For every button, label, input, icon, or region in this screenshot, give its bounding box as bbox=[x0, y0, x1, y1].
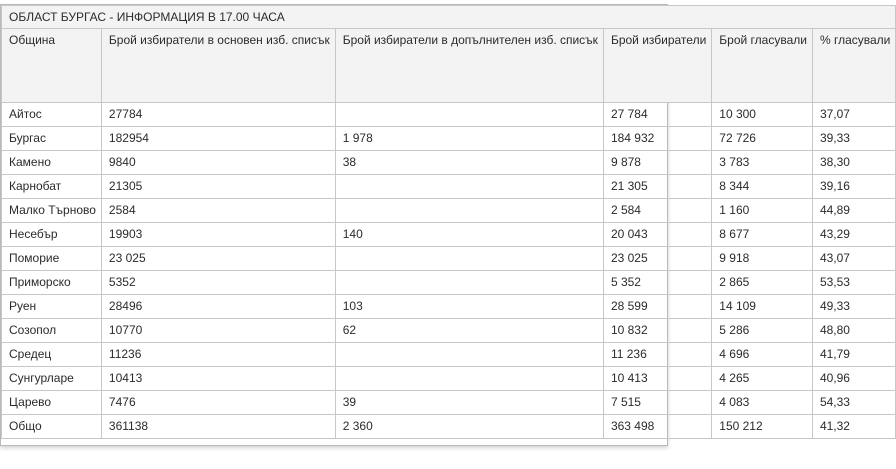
cell-voted: 8 677 bbox=[712, 223, 813, 247]
cell-municipality: Поморие bbox=[2, 247, 102, 271]
table-row bbox=[2, 343, 896, 367]
cell-main-list-voters: 19903 bbox=[101, 223, 335, 247]
cell-voted: 1 160 bbox=[712, 199, 813, 223]
cell-percent-voted: 41,32 bbox=[812, 415, 895, 439]
cell-main-list-voters: 10770 bbox=[101, 319, 335, 343]
cell-percent-voted: 37,07 bbox=[812, 103, 895, 127]
cell-main-list-voters: 182954 bbox=[101, 127, 335, 151]
cell-main-list-voters: 9840 bbox=[101, 151, 335, 175]
cell-municipality: Камено bbox=[2, 151, 102, 175]
cell-voted: 72 726 bbox=[712, 127, 813, 151]
table-row bbox=[2, 223, 896, 247]
cell-percent-voted: 39,33 bbox=[812, 127, 895, 151]
table-row bbox=[2, 271, 896, 295]
results-table bbox=[1, 5, 896, 439]
cell-municipality: Средец bbox=[2, 343, 102, 367]
header-main-list-voters: Брой избиратели в основен изб. списък bbox=[101, 29, 335, 103]
cell-municipality: Сунгурларе bbox=[2, 367, 102, 391]
cell-percent-voted: 40,96 bbox=[812, 367, 895, 391]
cell-municipality: Карнобат bbox=[2, 175, 102, 199]
cell-total-voters: 2 584 bbox=[603, 199, 711, 223]
results-table-panel bbox=[0, 4, 891, 446]
cell-main-list-voters: 28496 bbox=[101, 295, 335, 319]
cell-percent-voted: 48,80 bbox=[812, 319, 895, 343]
cell-voted: 3 783 bbox=[712, 151, 813, 175]
cell-main-list-voters: 361138 bbox=[101, 415, 335, 439]
cell-percent-voted: 43,07 bbox=[812, 247, 895, 271]
table-row bbox=[2, 127, 896, 151]
cell-additional-list-voters: 103 bbox=[335, 295, 603, 319]
cell-municipality: Созопол bbox=[2, 319, 102, 343]
cell-percent-voted: 44,89 bbox=[812, 199, 895, 223]
cell-main-list-voters: 2584 bbox=[101, 199, 335, 223]
cell-voted: 9 918 bbox=[712, 247, 813, 271]
cell-additional-list-voters: 2 360 bbox=[335, 415, 603, 439]
header-percent-voted: % гласували bbox=[812, 29, 895, 103]
cell-main-list-voters: 27784 bbox=[101, 103, 335, 127]
cell-percent-voted: 39,16 bbox=[812, 175, 895, 199]
cell-voted: 10 300 bbox=[712, 103, 813, 127]
cell-total-voters: 20 043 bbox=[603, 223, 711, 247]
cell-percent-voted: 43,29 bbox=[812, 223, 895, 247]
cell-municipality: Руен bbox=[2, 295, 102, 319]
cell-additional-list-voters: 62 bbox=[335, 319, 603, 343]
cell-total-voters: 10 832 bbox=[603, 319, 711, 343]
cell-municipality: Царево bbox=[2, 391, 102, 415]
cell-voted: 4 696 bbox=[712, 343, 813, 367]
cell-main-list-voters: 5352 bbox=[101, 271, 335, 295]
cell-voted: 150 212 bbox=[712, 415, 813, 439]
table-row bbox=[2, 391, 896, 415]
cell-municipality: Приморско bbox=[2, 271, 102, 295]
cell-percent-voted: 49,33 bbox=[812, 295, 895, 319]
cell-total-voters: 9 878 bbox=[603, 151, 711, 175]
cell-total-voters: 10 413 bbox=[603, 367, 711, 391]
cell-main-list-voters: 23 025 bbox=[101, 247, 335, 271]
table-caption-row bbox=[2, 6, 896, 29]
cell-percent-voted: 41,79 bbox=[812, 343, 895, 367]
cell-main-list-voters: 10413 bbox=[101, 367, 335, 391]
cell-additional-list-voters: 1 978 bbox=[335, 127, 603, 151]
table-row bbox=[2, 367, 896, 391]
table-row bbox=[2, 199, 896, 223]
header-total-voters: Брой избиратели bbox=[603, 29, 711, 103]
cell-total-voters: 7 515 bbox=[603, 391, 711, 415]
table-caption: ОБЛАСТ БУРГАС - ИНФОРМАЦИЯ В 17.00 ЧАСА bbox=[2, 6, 896, 29]
cell-voted: 4 265 bbox=[712, 367, 813, 391]
table-header-row bbox=[2, 29, 896, 103]
cell-voted: 14 109 bbox=[712, 295, 813, 319]
table-row bbox=[2, 151, 896, 175]
cell-additional-list-voters: 140 bbox=[335, 223, 603, 247]
cell-municipality: Айтос bbox=[2, 103, 102, 127]
cell-voted: 2 865 bbox=[712, 271, 813, 295]
cell-additional-list-voters: 39 bbox=[335, 391, 603, 415]
cell-voted: 5 286 bbox=[712, 319, 813, 343]
cell-municipality: Бургас bbox=[2, 127, 102, 151]
cell-additional-list-voters bbox=[335, 247, 603, 271]
cell-additional-list-voters bbox=[335, 103, 603, 127]
cell-additional-list-voters bbox=[335, 175, 603, 199]
cell-additional-list-voters bbox=[335, 367, 603, 391]
cell-percent-voted: 53,53 bbox=[812, 271, 895, 295]
table-total-row bbox=[2, 415, 896, 439]
cell-total-voters: 11 236 bbox=[603, 343, 711, 367]
cell-total-voters: 23 025 bbox=[603, 247, 711, 271]
cell-municipality: Малко Търново bbox=[2, 199, 102, 223]
table-row bbox=[2, 295, 896, 319]
table-row bbox=[2, 103, 896, 127]
cell-total-voters: 5 352 bbox=[603, 271, 711, 295]
header-additional-list-voters: Брой избиратели в допълнителен изб. списък bbox=[335, 29, 603, 103]
cell-additional-list-voters bbox=[335, 343, 603, 367]
table-row bbox=[2, 175, 896, 199]
cell-total-voters: 28 599 bbox=[603, 295, 711, 319]
header-voted: Брой гласували bbox=[712, 29, 813, 103]
cell-total-voters: 21 305 bbox=[603, 175, 711, 199]
header-municipality: Община bbox=[2, 29, 102, 103]
cell-voted: 8 344 bbox=[712, 175, 813, 199]
cell-additional-list-voters bbox=[335, 199, 603, 223]
cell-total-voters: 27 784 bbox=[603, 103, 711, 127]
cell-voted: 4 083 bbox=[712, 391, 813, 415]
cell-total-voters: 184 932 bbox=[603, 127, 711, 151]
cell-additional-list-voters bbox=[335, 271, 603, 295]
cell-total-voters: 363 498 bbox=[603, 415, 711, 439]
table-row bbox=[2, 319, 896, 343]
cell-main-list-voters: 21305 bbox=[101, 175, 335, 199]
table-row bbox=[2, 247, 896, 271]
cell-municipality: Несебър bbox=[2, 223, 102, 247]
cell-municipality: Общо bbox=[2, 415, 102, 439]
cell-additional-list-voters: 38 bbox=[335, 151, 603, 175]
cell-percent-voted: 54,33 bbox=[812, 391, 895, 415]
cell-main-list-voters: 7476 bbox=[101, 391, 335, 415]
cell-main-list-voters: 11236 bbox=[101, 343, 335, 367]
cell-percent-voted: 38,30 bbox=[812, 151, 895, 175]
